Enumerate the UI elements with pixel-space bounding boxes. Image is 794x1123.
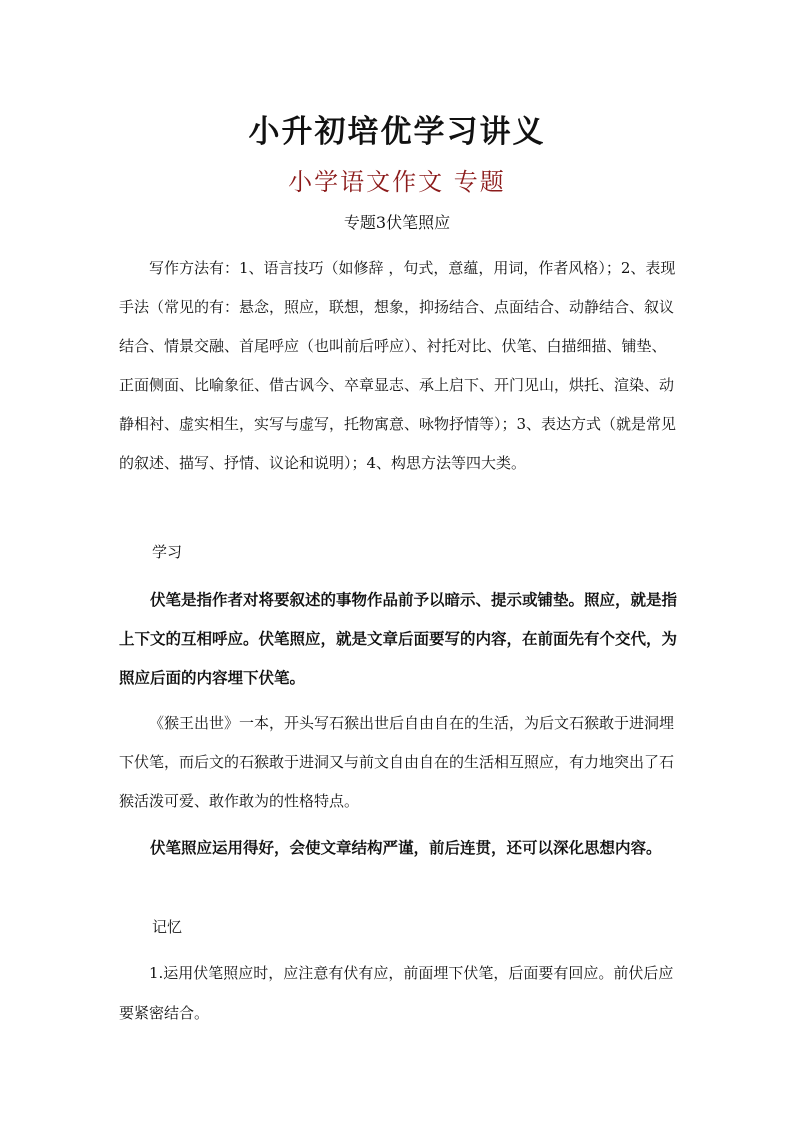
- topic-heading: 专题3伏笔照应: [343, 213, 451, 232]
- intro-paragraph: 写作方法有：1、语言技巧（如修辞 ，句式，意蕴，用词，作者风格）；2、表现手法（常见的有：悬念，照应，联想，想象，抑扬结合、点面结合、动静结合、叙议结合、情景交融、首尾呼应（也叫前后呼应）、衬托对比、伏笔、白描细描、铺垫、正面侧面、比喻象征、借古讽今、卒章显志、承上启下、开门见山，烘托、渲染、动静相衬、虚实相生，实写与虚写，托物寓意、咏物抒情等）；3、表达方式（就是常见的叙述、描写、抒情、议论和说明）；4、构思方法等四大类。: [119, 259, 677, 472]
- memory-heading: 记忆: [152, 918, 183, 936]
- page-subtitle: 小学语文作文 专题: [288, 168, 506, 196]
- memory-item-1: 1.运用伏笔照应时，应注意有伏有应，前面埋下伏笔，后面要有回应。前伏后应要紧密结合。: [119, 964, 674, 1022]
- page-title: 小升初培优学习讲义: [248, 114, 546, 150]
- summary-paragraph: 伏笔照应运用得好，会使文章结构严谨，前后连贯，还可以深化思想内容。: [150, 838, 662, 857]
- example-paragraph: 《猴王出世》一本，开头写石猴出世后自由自在的生活，为后文石猴敢于进洞埋下伏笔，而后文的石猴敢于进洞又与前文自由自在的生活相互照应，有力地突出了石猴活泼可爱、敢作敢为的性格特点。: [119, 714, 675, 810]
- definition-paragraph: 伏笔是指作者对将要叙述的事物作品前予以暗示、提示或铺垫。照应，就是指上下文的互相呼应。伏笔照应，就是文章后面要写的内容，在前面先有个交代，为照应后面的内容埋下伏笔。: [119, 590, 678, 687]
- learn-heading: 学习: [152, 543, 183, 561]
